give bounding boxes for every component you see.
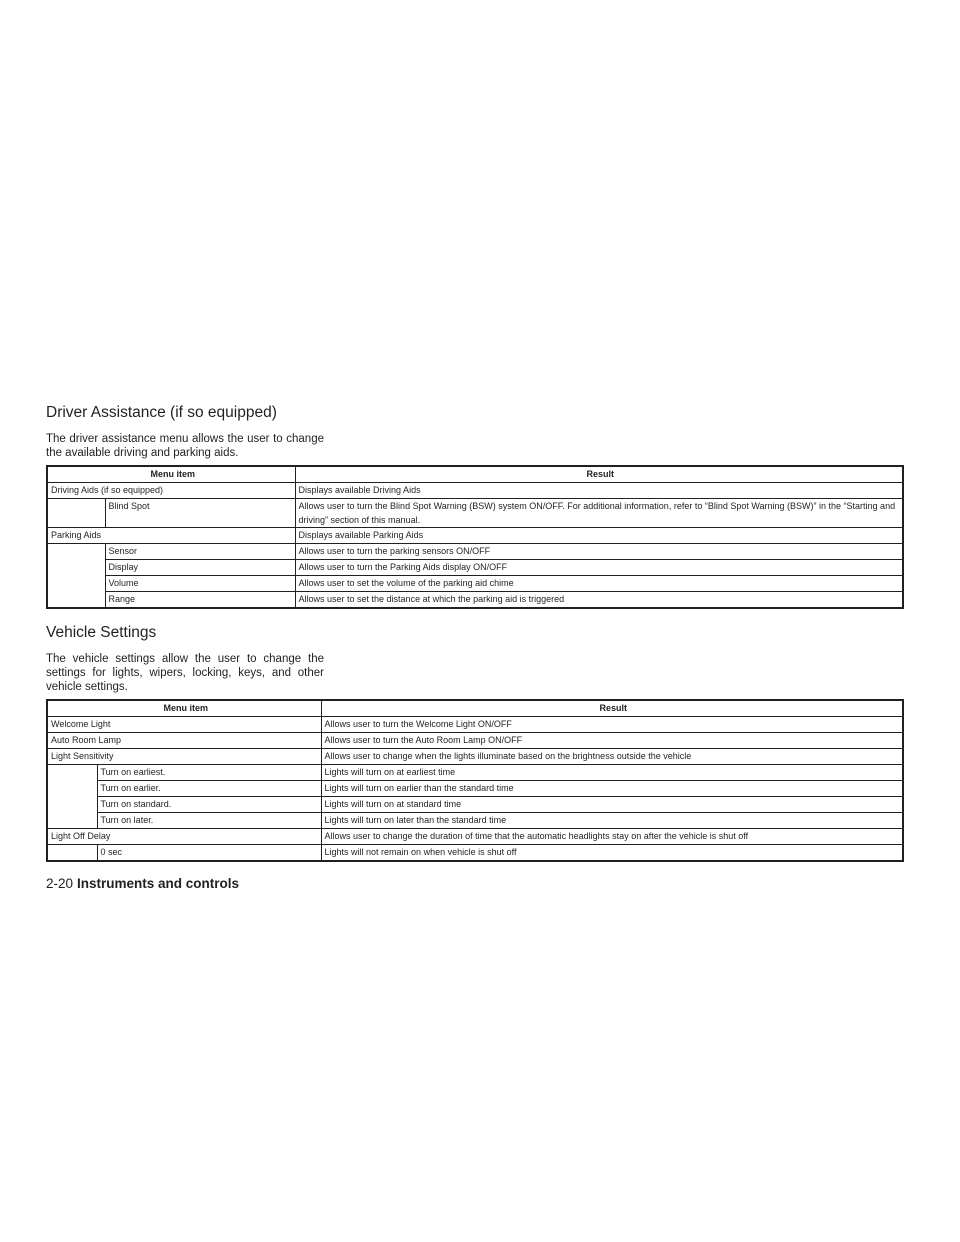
submenu-item-cell: Display (105, 560, 295, 576)
indent-cell (47, 765, 97, 829)
submenu-item-cell: Turn on earlier. (97, 781, 321, 797)
table-row (47, 797, 903, 813)
result-cell: Lights will not remain on when vehicle is shut off (321, 845, 903, 862)
menu-item-cell: Parking Aids (47, 528, 295, 544)
result-cell: Allows user to change when the lights illuminate based on the brightness outside the vehicle (321, 749, 903, 765)
table-row (47, 528, 903, 544)
indent-cell (47, 544, 105, 609)
submenu-item-cell: Turn on earliest. (97, 765, 321, 781)
submenu-item-cell: Volume (105, 576, 295, 592)
table-header-row (47, 466, 903, 483)
submenu-item-cell: Range (105, 592, 295, 609)
table-row (47, 765, 903, 781)
result-cell: Lights will turn on at earliest time (321, 765, 903, 781)
result-cell: Allows user to turn the Blind Spot Warning (BSW) system ON/OFF. For additional information, refer to “Blind Spot Warning (BSW)” in the “Starting and driving” section of this manual. (295, 499, 903, 528)
result-cell: Lights will turn on earlier than the standard time (321, 781, 903, 797)
table-row (47, 483, 903, 499)
result-cell: Allows user to turn the Auto Room Lamp ON/OFF (321, 733, 903, 749)
submenu-item-cell: 0 sec (97, 845, 321, 862)
result-cell: Allows user to turn the Welcome Light ON/OFF (321, 717, 903, 733)
header-menu-item: Menu item (47, 466, 295, 483)
result-cell: Lights will turn on at standard time (321, 797, 903, 813)
result-cell: Displays available Driving Aids (295, 483, 903, 499)
page-number: 2-20 (46, 876, 74, 891)
result-cell: Allows user to change the duration of time that the automatic headlights stay on after the vehicle is shut off (321, 829, 903, 845)
table-row (47, 749, 903, 765)
table-header-row (47, 700, 903, 717)
submenu-item-cell: Turn on standard. (97, 797, 321, 813)
table-row (47, 845, 903, 862)
menu-item-cell: Auto Room Lamp (47, 733, 321, 749)
result-cell: Allows user to set the distance at which the parking aid is triggered (295, 592, 903, 609)
result-cell: Displays available Parking Aids (295, 528, 903, 544)
menu-item-cell: Welcome Light (47, 717, 321, 733)
header-result: Result (295, 466, 903, 483)
table-row (47, 576, 903, 592)
driver-assistance-heading: Driver Assistance (if so equipped) (46, 404, 277, 421)
table-row (47, 592, 903, 609)
chapter-title: Instruments and controls (77, 876, 240, 891)
table-row (47, 499, 903, 528)
vehicle-settings-section (46, 624, 904, 862)
driver-assistance-intro: The driver assistance menu allows the user to change the available driving and parking aids. (46, 433, 324, 459)
table-row (47, 717, 903, 733)
table-row (47, 781, 903, 797)
menu-item-cell: Light Sensitivity (47, 749, 321, 765)
indent-cell (47, 845, 97, 862)
vehicle-settings-heading: Vehicle Settings (46, 624, 157, 641)
menu-item-cell: Light Off Delay (47, 829, 321, 845)
vehicle-settings-intro: The vehicle settings allow the user to change the settings for lights, wipers, locking, keys, and other vehicle settings. (46, 653, 324, 693)
result-cell: Allows user to set the volume of the parking aid chime (295, 576, 903, 592)
indent-cell (47, 499, 105, 528)
submenu-item-cell: Blind Spot (105, 499, 295, 528)
table-row (47, 544, 903, 560)
result-cell: Allows user to turn the Parking Aids display ON/OFF (295, 560, 903, 576)
header-result: Result (321, 700, 903, 717)
table-row (47, 733, 903, 749)
driver-assistance-table (46, 465, 904, 609)
table-row (47, 560, 903, 576)
vehicle-settings-table (46, 699, 904, 862)
header-menu-item: Menu item (47, 700, 321, 717)
table-row (47, 813, 903, 829)
driver-assistance-section (46, 404, 904, 609)
result-cell: Allows user to turn the parking sensors ON/OFF (295, 544, 903, 560)
submenu-item-cell: Turn on later. (97, 813, 321, 829)
page-footer (46, 876, 239, 891)
result-cell: Lights will turn on later than the standard time (321, 813, 903, 829)
menu-item-cell: Driving Aids (if so equipped) (47, 483, 295, 499)
table-row (47, 829, 903, 845)
submenu-item-cell: Sensor (105, 544, 295, 560)
